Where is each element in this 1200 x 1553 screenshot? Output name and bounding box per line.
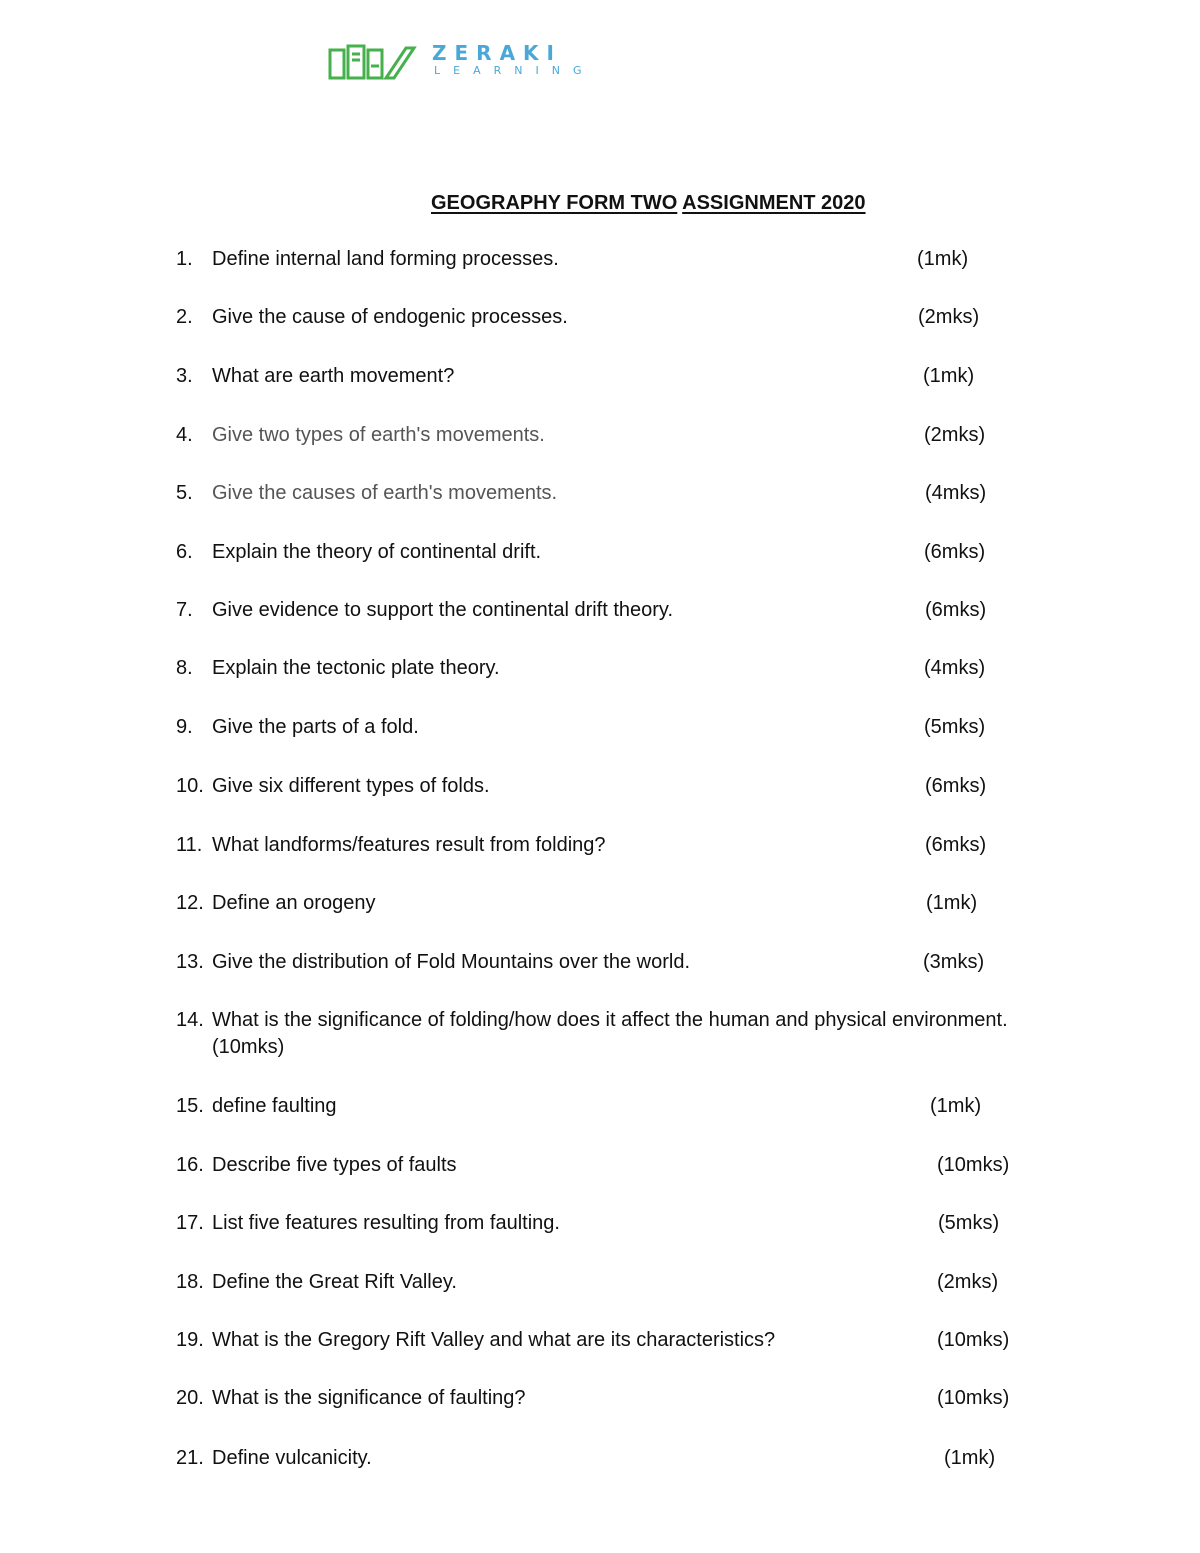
question-number: 5.	[176, 482, 193, 504]
question-text: Define the Great Rift Valley.	[212, 1271, 457, 1293]
question-marks: (1mk)	[926, 892, 978, 914]
question-marks: (5mks)	[924, 716, 986, 738]
question-marks: (6mks)	[925, 775, 987, 797]
question-marks: (2mks)	[924, 424, 986, 446]
question-text: Explain the tectonic plate theory.	[212, 657, 500, 679]
question-text: Give the cause of endogenic processes.	[212, 306, 568, 328]
question-number: 14.	[176, 1009, 204, 1031]
question-item	[0, 301, 1200, 333]
zeraki-books-icon	[328, 40, 420, 80]
question-number: 11.	[176, 834, 203, 856]
question-marks: (6mks)	[925, 834, 987, 856]
title-part-2: ASSIGNMENT 2020	[682, 192, 866, 214]
question-item	[0, 829, 1200, 861]
question-number: 19.	[176, 1329, 204, 1351]
question-marks: (5mks)	[938, 1212, 1000, 1234]
question-text: Define an orogeny	[212, 892, 376, 914]
question-item	[0, 1324, 1200, 1356]
question-text: What is the Gregory Rift Valley and what are its characteristics?	[212, 1329, 776, 1351]
question-marks: (10mks)	[212, 1036, 285, 1058]
question-item	[0, 1090, 1200, 1122]
question-marks: (2mks)	[918, 306, 980, 328]
question-item	[0, 1442, 1200, 1474]
question-marks: (6mks)	[924, 541, 986, 563]
question-text: Give the distribution of Fold Mountains over the world.	[212, 951, 691, 973]
question-item	[0, 419, 1200, 451]
question-text: What is the significance of folding/how does it affect the human and physical environment.	[212, 1009, 1008, 1031]
question-text: Explain the theory of continental drift.	[212, 541, 542, 563]
question-number: 13.	[176, 951, 204, 973]
question-marks: (1mk)	[923, 365, 975, 387]
question-number: 2.	[176, 306, 193, 328]
question-text: List five features resulting from faulting.	[212, 1212, 560, 1234]
logo-subtitle: LEARNING	[434, 64, 595, 77]
question-number: 4.	[176, 424, 193, 446]
question-text: Give two types of earth's movements.	[212, 424, 545, 446]
question-item	[0, 1149, 1200, 1181]
question-item	[0, 594, 1200, 626]
question-marks: (10mks)	[937, 1154, 1010, 1176]
question-marks: (4mks)	[924, 657, 986, 679]
question-number: 20.	[176, 1387, 204, 1409]
question-item	[0, 652, 1200, 684]
title-part-1: GEOGRAPHY FORM TWO	[431, 192, 678, 214]
question-number: 15.	[176, 1095, 204, 1117]
question-text: Define internal land forming processes.	[212, 248, 559, 270]
question-text: What is the significance of faulting?	[212, 1387, 526, 1409]
question-marks: (2mks)	[937, 1271, 999, 1293]
question-item	[0, 1266, 1200, 1298]
question-marks: (10mks)	[937, 1387, 1010, 1409]
question-item	[0, 1382, 1200, 1414]
document-title	[431, 190, 866, 216]
question-marks: (3mks)	[923, 951, 985, 973]
question-text: Give evidence to support the continental drift theory.	[212, 599, 674, 621]
question-item	[0, 1004, 1200, 1058]
question-text: define faulting	[212, 1095, 337, 1117]
question-marks: (4mks)	[925, 482, 987, 504]
question-marks: (1mk)	[930, 1095, 982, 1117]
question-text: Give the causes of earth's movements.	[212, 482, 558, 504]
question-marks: (1mk)	[944, 1447, 996, 1469]
question-number: 21.	[176, 1447, 204, 1469]
question-text: Define vulcanicity.	[212, 1447, 372, 1469]
question-item	[0, 711, 1200, 743]
question-item	[0, 243, 1200, 275]
zeraki-logo	[328, 40, 594, 80]
question-number: 8.	[176, 657, 193, 679]
question-text: Give the parts of a fold.	[212, 716, 419, 738]
question-number: 6.	[176, 541, 193, 563]
question-text: What are earth movement?	[212, 365, 455, 387]
question-item	[0, 770, 1200, 802]
question-number: 3.	[176, 365, 193, 387]
question-item	[0, 946, 1200, 978]
question-item	[0, 360, 1200, 392]
question-number: 7.	[176, 599, 193, 621]
question-number: 17.	[176, 1212, 204, 1234]
question-marks: (6mks)	[925, 599, 987, 621]
question-text: Describe five types of faults	[212, 1154, 457, 1176]
question-marks: (1mk)	[917, 248, 969, 270]
question-marks: (10mks)	[937, 1329, 1010, 1351]
question-number: 12.	[176, 892, 204, 914]
question-number: 16.	[176, 1154, 204, 1176]
logo-wordmark: ZERAKI	[432, 41, 562, 65]
question-number: 9.	[176, 716, 193, 738]
question-item	[0, 887, 1200, 919]
question-item	[0, 1207, 1200, 1239]
question-item	[0, 477, 1200, 509]
question-text: Give six different types of folds.	[212, 775, 490, 797]
question-item	[0, 536, 1200, 568]
question-number: 1.	[176, 248, 193, 270]
question-number: 10.	[176, 775, 204, 797]
question-number: 18.	[176, 1271, 204, 1293]
question-text: What landforms/features result from folding?	[212, 834, 606, 856]
